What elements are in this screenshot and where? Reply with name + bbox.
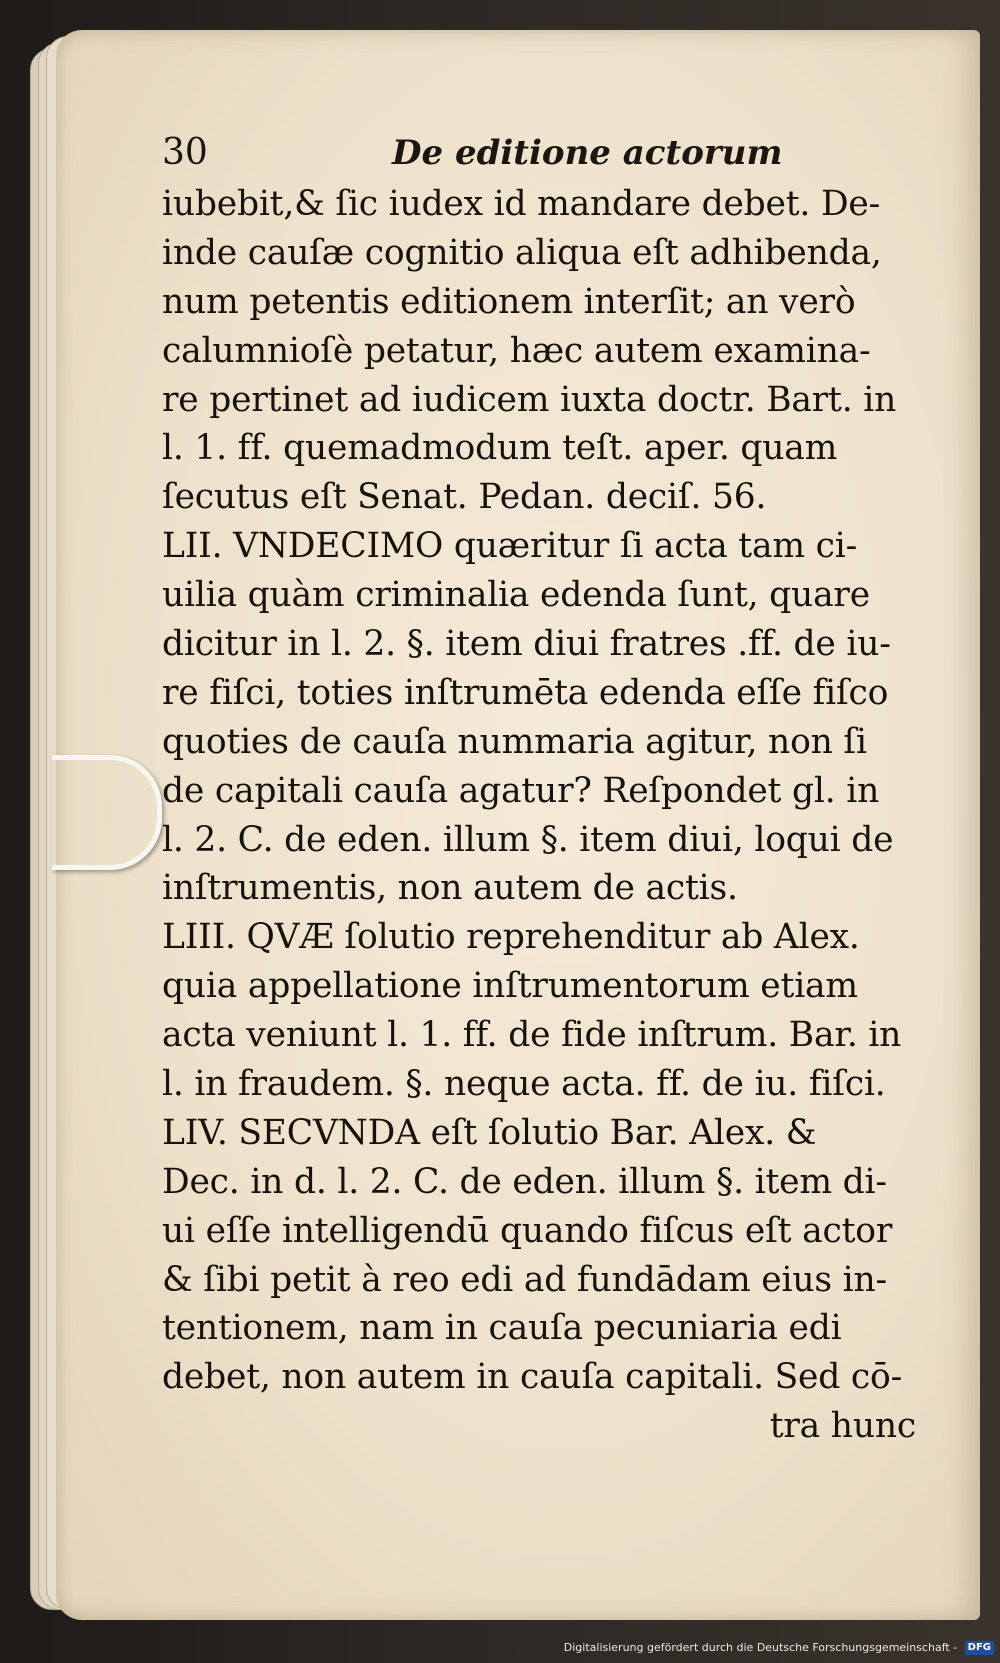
text-line: inſtrumentis, non autem de actis. [162, 868, 738, 909]
text-line: acta veniunt l. 1. ff. de fide inſtrum. Bar. in [162, 1015, 902, 1056]
page-number: 30 [162, 132, 208, 173]
text-line: Dec. in d. l. 2. C. de eden. illum §. item di- [162, 1161, 887, 1202]
dfg-logo: DFG [965, 1641, 994, 1655]
text-line: re pertinet ad iudicem iuxta doctr. Bart. in [162, 379, 897, 420]
text-line: ſecutus eſt Senat. Pedan. deciſ. 56. [162, 477, 767, 518]
text-line: l. 2. C. de eden. illum §. item diui, loqui de [162, 819, 894, 860]
text-line: ui eſſe intelligendū quando fiſcus eſt actor [162, 1210, 893, 1251]
text-line: quoties de cauſa nummaria agitur, non ſi [162, 721, 867, 762]
text-line: uilia quàm criminalia edenda ſunt, quare [162, 575, 870, 616]
catchword: tra hunc [769, 1406, 916, 1447]
text-line: & ſibi petit à reo edi ad fundādam eius in- [162, 1259, 887, 1300]
text-line: dicitur in l. 2. §. item diui fratres .ff. de iu- [162, 624, 891, 665]
text-line: LII. VNDECIMO quæritur ſi acta tam ci- [162, 526, 858, 567]
text-line: num petentis editionem interſit; an verò [162, 281, 856, 322]
text-line: de capitali cauſa agatur? Reſpondet gl. in [162, 770, 880, 811]
text-line: l. in fraudem. §. neque acta. ff. de iu. fiſci. [162, 1064, 886, 1105]
text-line: LIII. QVÆ ſolutio reprehenditur ab Alex. [162, 917, 860, 958]
text-line: inde cauſæ cognitio aliqua eſt adhibenda, [162, 232, 882, 273]
text-line: l. 1. ff. quemadmodum teſt. aper. quam [162, 428, 838, 469]
text-line: re fiſci, toties inſtrumēta edenda eſſe fiſco [162, 672, 889, 713]
credit-text: Digitalisierung gefördert durch die Deutsche Forschungsgemeinschaft - [563, 1641, 958, 1654]
digitization-credit [564, 1639, 994, 1657]
text-line: quia appellatione inſtrumentorum etiam [162, 966, 858, 1007]
text-line: LIV. SECVNDA eſt ſolutio Bar. Alex. & [162, 1112, 817, 1153]
paper-clip-icon [52, 755, 162, 870]
text-line: iubebit,& ſic iudex id mandare debet. De- [162, 184, 881, 224]
text-line: tentionem, nam in cauſa pecuniaria edi [162, 1308, 842, 1349]
text-line: debet, non autem in cauſa capitali. Sed cō- [162, 1357, 903, 1398]
text-line: calumnioſè petatur, hæc autem examina- [162, 330, 871, 371]
page-header [162, 128, 882, 178]
body-text [162, 180, 924, 1451]
running-title: De editione actorum [392, 133, 783, 173]
